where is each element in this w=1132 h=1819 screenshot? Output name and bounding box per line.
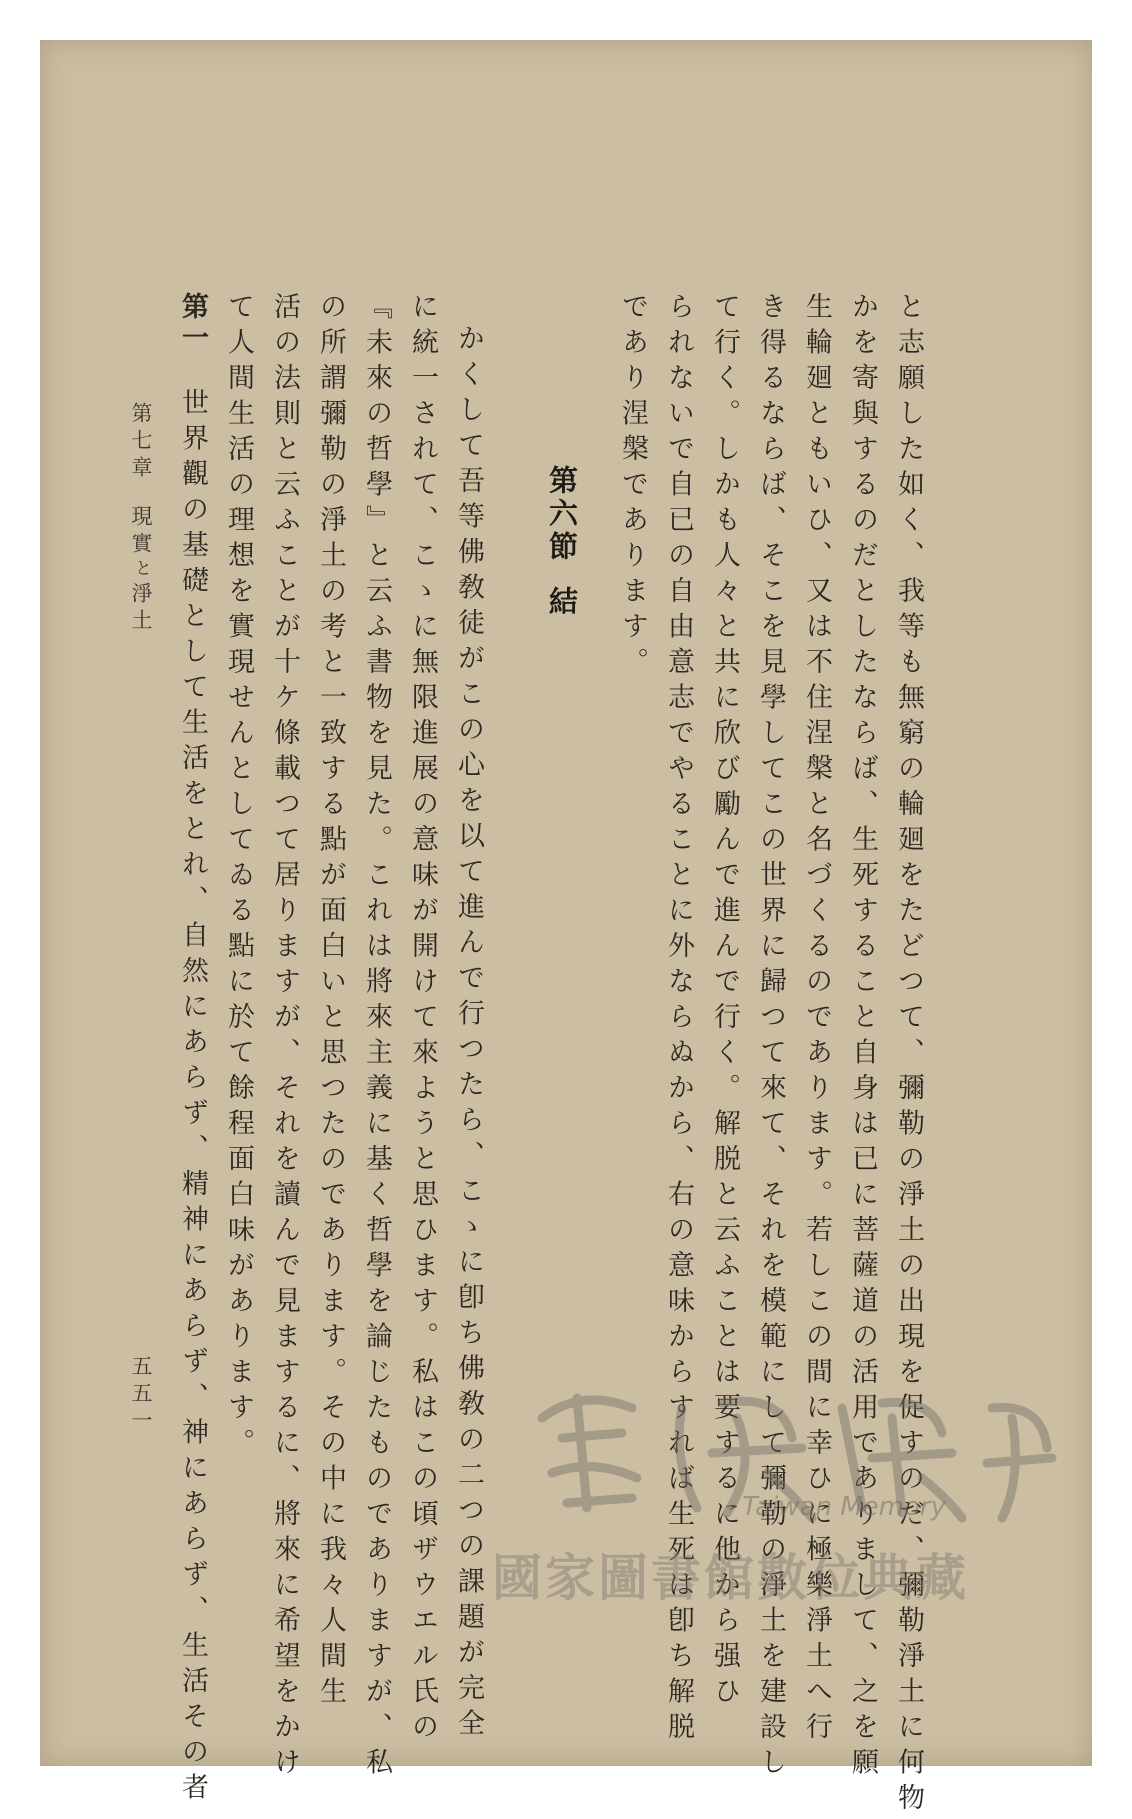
body-column-11: の所謂彌勒の淨土の考と一致する點が面白いと思つたのであります。その中に我々人間生: [315, 292, 346, 1712]
body-column-13: て人間生活の理想を實現せんとしてゐる點に於て餘程面白味があります。: [223, 292, 254, 1464]
chapter-title-particle: と: [131, 559, 151, 582]
watermark-library-name: 國家圖書館數位典藏: [492, 1549, 969, 1607]
chapter-label: 第七章: [129, 402, 153, 483]
item-text: 世界觀の基礎として生活をとれ、自然にあらず、精神にあらず、神にあらず、生活その者: [177, 388, 208, 1808]
body-column-1: と志願した如く、我等も無窮の輪廻をたどつて、彌勒の淨土の出現を促すのだ、彌勒淨土に何物: [893, 292, 924, 1819]
item-column: [179, 292, 206, 1808]
body-column-5: て行く。しかも人々と共に欣び勵んで進んで行く。解脱と云ふことは要するに他から强ひ: [709, 292, 740, 1712]
section-heading: [542, 465, 583, 615]
body-column-4: き得るならば、そこを見學してこの世界に歸つて來て、それを模範にして彌勒の淨土を建設し: [755, 292, 786, 1783]
section-title: 結: [545, 586, 579, 615]
body-column-6: られないで自已の自由意志でやることに外ならぬから、右の意味からすれば生死は卽ち解脱: [663, 292, 694, 1748]
body-column-3: 生輪廻ともいひ、又は不住涅槃と名づくるのであります。若しこの間に幸ひに極樂淨土へ行: [801, 292, 832, 1748]
page-number: 五五一: [129, 1355, 153, 1436]
item-label: 第一: [177, 292, 208, 354]
chapter-title-part2: 淨土: [129, 582, 153, 636]
section-number: 第六節: [545, 465, 579, 564]
body-column-9: に統一されて、こゝに無限進展の意味が開けて來ようと思ひます。私はこの頃ザウエル氏の: [407, 292, 438, 1748]
chapter-title-part1: 現實: [129, 505, 153, 559]
body-column-12: 活の法則と云ふことが十ケ條載つて居りますが、それを讀んで見まするに、將來に希望をかけ: [269, 292, 300, 1783]
watermark-english: Taiwan Memory: [742, 1492, 946, 1522]
body-column-7: であり涅槃であります。: [617, 292, 648, 683]
body-column-8: かくして吾等佛敎徒がこの心を以て進んで行つたら、こゝに卽ち佛敎の二つの課題が完全: [453, 324, 484, 1744]
running-head: [126, 402, 156, 636]
body-column-2: かを寄與するのだとしたならば、生死すること自身は已に菩薩道の活用でありまして、之を願: [847, 292, 878, 1783]
body-column-10: 『未來の哲學』と云ふ書物を見た。これは將來主義に基く哲學を論じたものでありますが、私: [361, 292, 392, 1783]
